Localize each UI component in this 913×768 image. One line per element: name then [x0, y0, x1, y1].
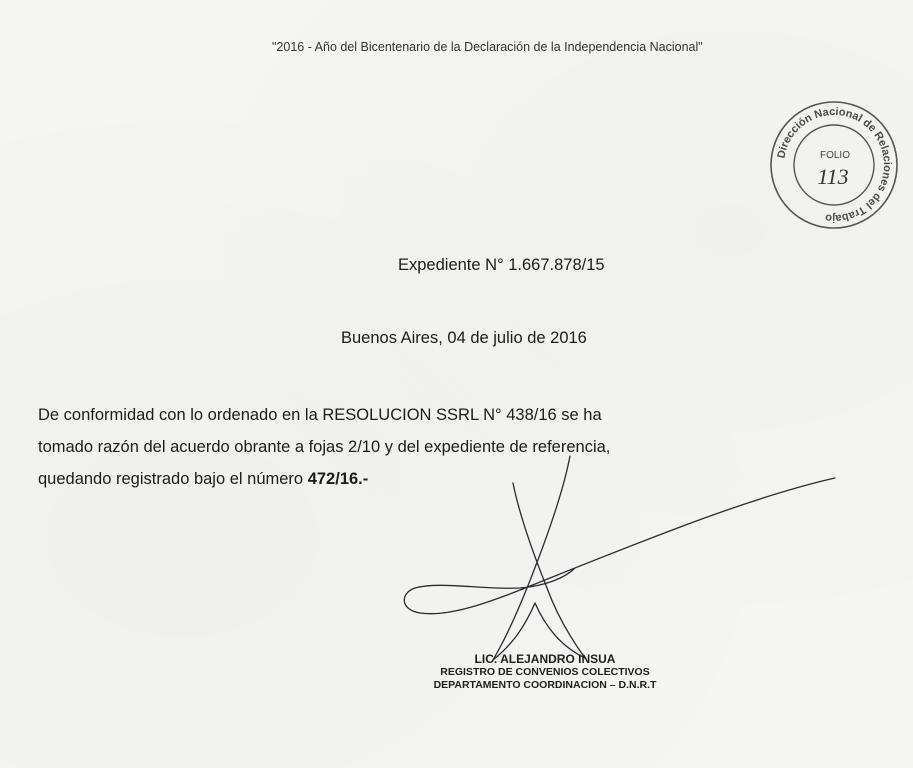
folio-stamp — [767, 98, 901, 232]
header-motto: "2016 - Año del Bicentenario de la Declaración de la Independencia Nacional" — [272, 40, 703, 54]
registration-number: 472/16.- — [307, 470, 369, 488]
signatory-office: REGISTRO DE CONVENIOS COLECTIVOS — [440, 666, 650, 678]
signatory-block — [380, 652, 710, 692]
handwritten-signature — [395, 448, 845, 673]
signatory-department: DEPARTAMENTO COORDINACION – D.N.R.T — [433, 679, 657, 691]
stamp-folio-number: 113 — [817, 164, 849, 189]
expediente-number: Expediente N° 1.667.878/15 — [398, 256, 605, 274]
body-line-3-text: quedando registrado bajo el número — [38, 470, 308, 488]
body-line-2: tomado razón del acuerdo obrante a fojas 2/10 y del expediente de referencia, — [38, 438, 611, 456]
stamp-folio-label: FOLIO — [819, 150, 851, 161]
place-and-date: Buenos Aires, 04 de julio de 2016 — [341, 329, 587, 347]
signatory-name: LIC. ALEJANDRO INSUA — [474, 652, 616, 666]
body-line-1: De conformidad con lo ordenado en la RESOLUCION SSRL N° 438/16 se ha — [38, 406, 602, 424]
stamp-ring-text: Dirección Nacional de Relaciones del Trabajo — [775, 105, 894, 225]
